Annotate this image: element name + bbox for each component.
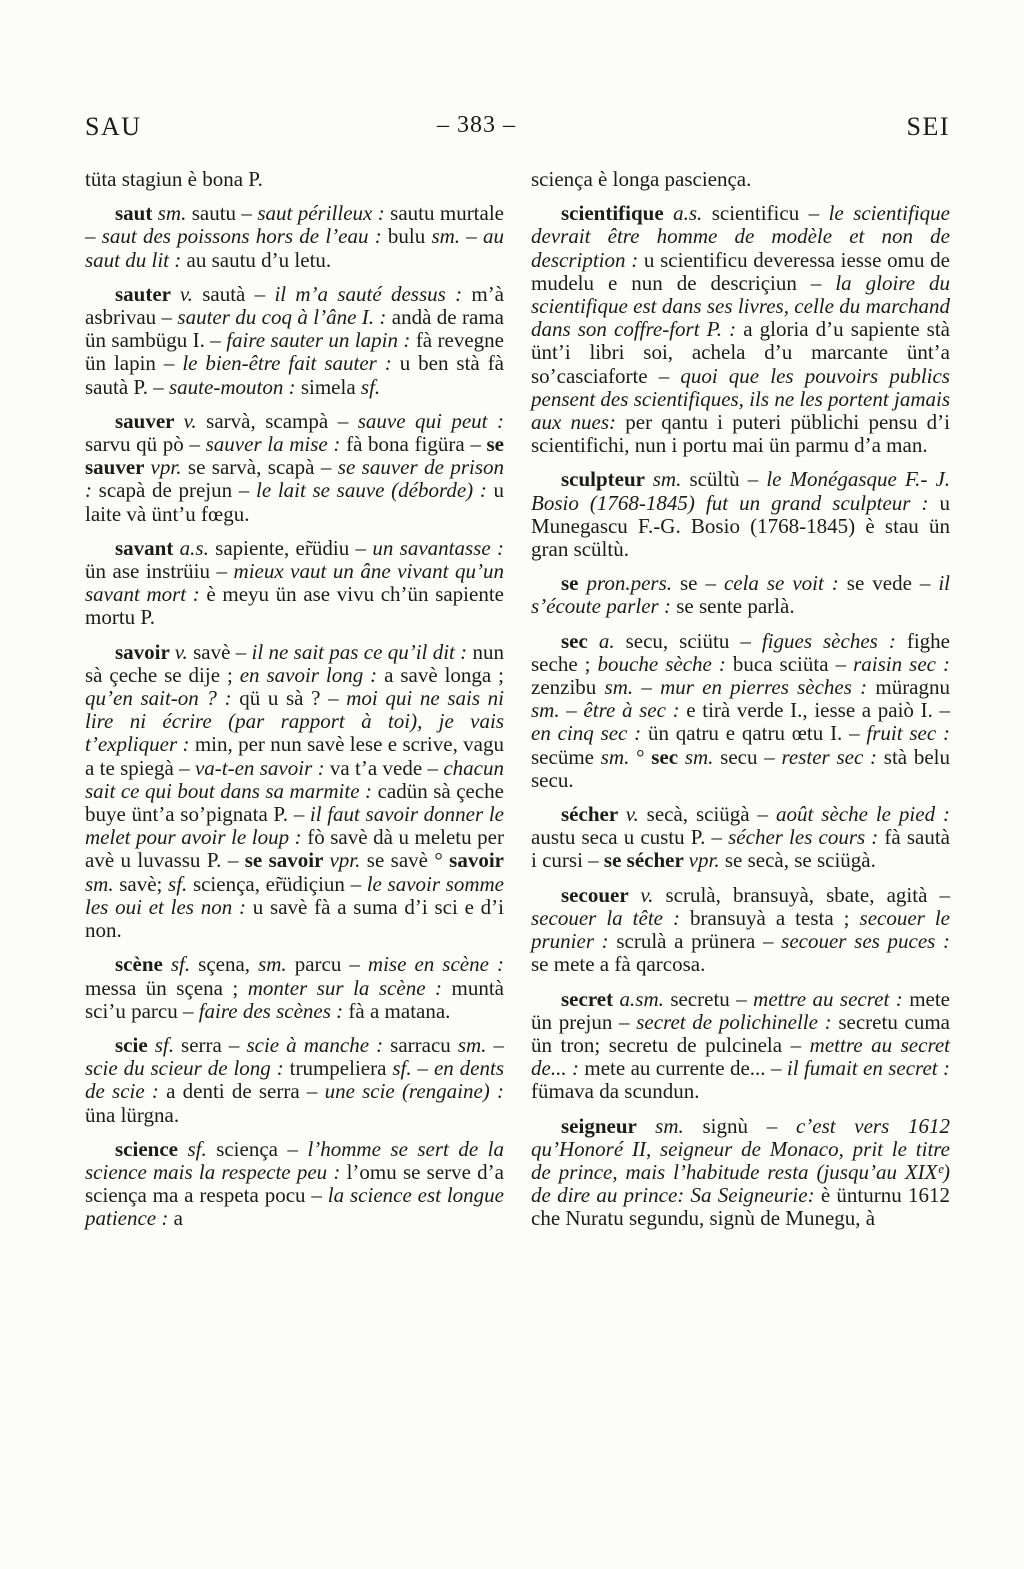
entry-sauter: sauter v. sautà – il m’a sauté dessus : m’à asbrivau – sauter du coq à l’âne I. : andà de rama ün sambügu I. – faire sauter un lapin : fà revegne ün lapin – le bien-être fait sauter : u ben stà fà sautà P. – saute-mouton : simela sf. [85, 281, 505, 399]
entry-scientifique: scientifique a.s. scientificu – le scientifique devrait être homme de modèle et non de description : u scientificu deveressa iesse omu de mudelu e nun de descriçiun – la gloire du scientifique est dans ses livres, celle du marchand dans son coffre-fort P. : a gloria d’u sapiente stà ünt’i libri soi, achela d’u marcante ünt’a so’casciaforte – quoi que les pouvoirs publics pensent des scientifiques, ils ne les portent jamais aux nues: per qantu i puteri püblichi pensu d’i scientifichi, nun i portu mai ün parmu d’a man. [531, 201, 950, 458]
entry-sauver: sauver v. sarvà, scampà – sauve qui peut : sarvu qü pò – sauver la mise : fà bona figüra – se sauver vpr. se sarvà, scapà – se sauver de prison : scapà de prejun – le lait se sauve (déborde) : u laite và ünt’u fœgu. [85, 408, 505, 526]
entry-sec: sec a. secu, sciütu – figues sèches : fighe seche ; bouche sèche : buca sciüta – raisin sec : zenzibu sm. – mur en pierres sèches : müragnu sm. – être à sec : e tirà verde I., iesse a paiò I. – en cinq sec : ün qatru e qatru œtu I. – fruit sec : secüme sm. ° sec sm. secu – rester sec : stà belu secu. [531, 628, 951, 792]
column-right [531, 168, 950, 1231]
entry-science: science sf. sciença – l’homme se sert de la science mais la respecte peu : l’omu se serve d’a sciença ma a respeta pocu – la science est longue patience : a [85, 1136, 504, 1231]
entry-savant: savant a.s. sapiente, er̃üdiu – un savantasse : ün ase instrüiu – mieux vaut un âne vivant qu’un savant mort : è meyu ün ase vivu ch’ün sapiente mortu P. [85, 535, 505, 630]
entry-seigneur: seigneur sm. signù – c’est vers 1612 qu’Honoré II, seigneur de Monaco, prit le titre de prince, mais l’habitude resta (jusqu’au XIXᵉ) de dire au prince: Sa Seigneurie: è ünturnu 1612 che Nuratu segundu, signù de Munegu, à [531, 1113, 950, 1231]
column-left [85, 168, 504, 1231]
header-word-left: SAU [85, 112, 142, 141]
entry-continuation-left: tüta stagiun è bona P. [85, 167, 263, 191]
entry-se: se pron.pers. se – cela se voit : se vede – il s’écoute parler : se sente parlà. [531, 571, 950, 619]
page-number: – 383 – [437, 112, 516, 138]
header-word-right: SEI [906, 112, 950, 141]
entry-scie: scie sf. serra – scie à manche : sarracu sm. – scie du scieur de long : trumpeliera sf. – en dents de scie : a denti de serra – une scie (rengaine) : üna lürgna. [85, 1032, 505, 1127]
text-columns [85, 168, 950, 1231]
entry-continuation-right: sciença è longa pasciença. [531, 167, 752, 191]
entry-savoir: savoir v. savè – il ne sait pas ce qu’il dit : nun sà çeche se dije ; en savoir long : a savè longa ; qu’en sait-on ? : qü u sà ? – moi qui ne sais ni lire ni écrire (par rapport à toi), je vais t’expliquer : min, per nun savè lese e scrive, vagu a te spiegà – va-t-en savoir : va t’a vede – chacun sait ce qui bout dans sa marmite : cadün sà çeche buye ünt’a so’pignata P. – il faut savoir donner le melet pour avoir le loup : fò savè dà u meletu per avè u luvassu P. – se savoir vpr. se savè ° savoir sm. savè; sf. sciença, er̃üdiçiun – le savoir somme les oui et les non : u savè fà a suma d’i sci e d’i non. [85, 639, 504, 943]
page-header [85, 112, 950, 144]
entry-saut: saut sm. sautu – saut périlleux : sautu murtale – saut des poissons hors de l’eau : bulu sm. – au saut du lit : au sautu d’u letu. [85, 201, 504, 272]
entry-secouer: secouer v. scrulà, bransuyà, sbate, agità – secouer la tête : bransuyà a testa ; secouer le prunier : scrulà a prünera – secouer ses puces : se mete a fà qarcosa. [531, 882, 951, 977]
entry-secret: secret a.sm. secretu – mettre au secret : mete ün prejun – secret de polichinelle : secretu cuma ün tron; secretu de pulcinela – mettre au secret de... : mete au currente de... – il fumait en secret : fümava da scundun. [531, 986, 950, 1104]
entry-sculpteur: sculpteur sm. scültù – le Monégasque F.- J. Bosio (1768-1845) fut un grand sculpteur : u Munegascu F.-G. Bosio (1768-1845) è stau ün gran scültù. [531, 467, 951, 562]
entry-secher: sécher v. secà, sciügà – août sèche le pied : austu seca u custu P. – sécher les cours : fà sautà i cursi – se sécher vpr. se secà, se sciügà. [531, 802, 951, 873]
entry-scene: scène sf. sçena, sm. parcu – mise en scène : messa ün sçena ; monter sur la scène : muntà sci’u parcu – faire des scènes : fà a matana. [85, 952, 504, 1023]
